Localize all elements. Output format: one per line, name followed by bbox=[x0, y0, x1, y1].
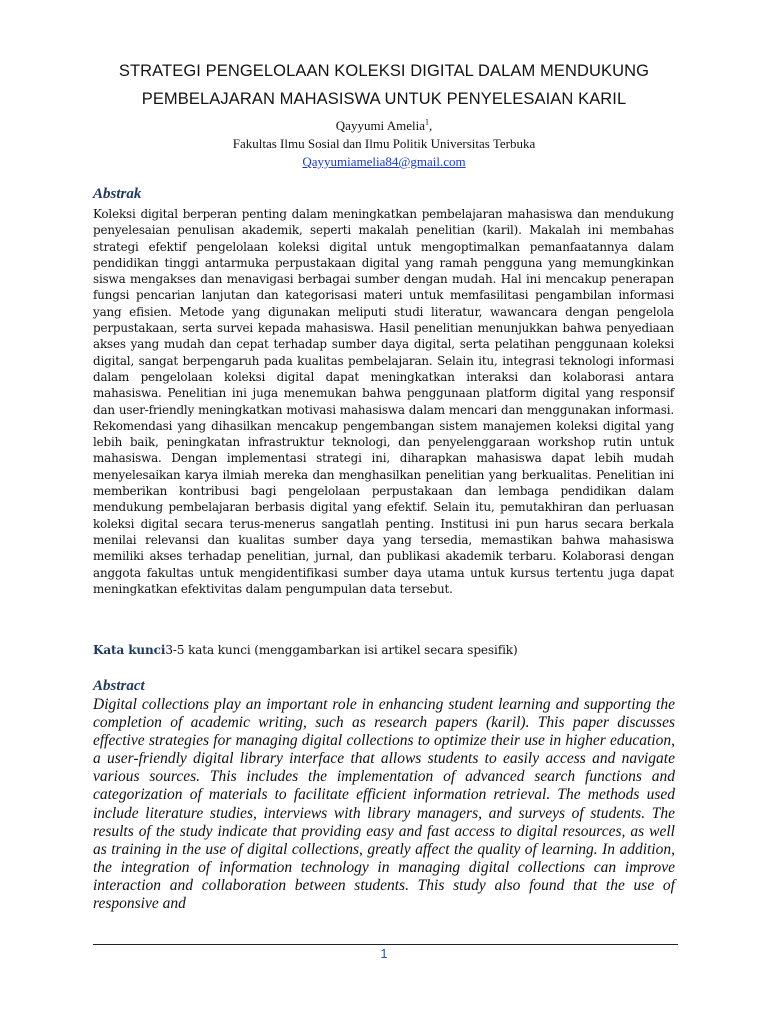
keywords-label: Kata kunci bbox=[93, 643, 166, 657]
author-affiliation: Fakultas Ilmu Sosial dan Ilmu Politik Universitas Terbuka bbox=[232, 136, 536, 151]
author-block bbox=[84, 117, 684, 171]
title-line-1: STRATEGI PENGELOLAAN KOLEKSI DIGITAL DALAM MENDUKUNG bbox=[118, 62, 650, 80]
author-email-link[interactable]: Qayyumiamelia84@gmail.com bbox=[302, 154, 466, 169]
paper-title bbox=[60, 57, 708, 113]
author-line bbox=[84, 117, 684, 135]
page-number: 1 bbox=[380, 946, 388, 961]
footer-divider bbox=[93, 944, 678, 945]
title-line-2: PEMBELAJARAN MAHASISWA UNTUK PENYELESAIAN KARIL bbox=[141, 90, 627, 108]
keywords-text: 3-5 kata kunci (menggambarkan isi artikel secara spesifik) bbox=[165, 643, 518, 657]
abstract-heading: Abstract bbox=[93, 678, 145, 694]
author-name: Qayyumi Amelia bbox=[335, 118, 425, 133]
author-superscript: 1 bbox=[424, 117, 429, 127]
abstrak-heading: Abstrak bbox=[93, 186, 142, 202]
author-suffix: , bbox=[428, 118, 433, 133]
keywords-line bbox=[93, 643, 518, 657]
abstrak-body: Koleksi digital berperan penting dalam meningkatkan pembelajaran mahasiswa dan mendukung penyelesaian penulisan akademik, seperti makalah penelitian (karil). Makalah ini membahas strategi efektif pengelolaan koleksi digital untuk mengoptimalkan pemanfaatannya dalam pendidikan tinggi antarmuka perpustakaan digital yang ramah pengguna yang memungkinkan siswa mengakses dan menavigasi berbagai sumber dengan mudah. Hal ini mencakup penerapan fungsi pencarian lanjutan dan kategorisasi materi untuk memfasilitasi pengambilan informasi yang efisien. Metode yang digunakan meliputi studi literatur, wawancara dengan pengelola perpustakaan, serta survei kepada mahasiswa. Hasil penelitian menunjukkan bahwa penyediaan akses yang mudah dan cepat terhadap sumber daya digital, serta pelatihan penggunaan koleksi digital, sangat berpengaruh pada kualitas pembelajaran. Selain itu, integrasi teknologi informasi dalam pengelolaan koleksi digital dapat meningkatkan interaksi dan kolaborasi antara mahasiswa. Penelitian ini juga menemukan bahwa penggunaan platform digital yang responsif dan user-friendly meningkatkan motivasi mahasiswa dalam mencari dan menggunakan informasi. Rekomendasi yang dihasilkan mencakup pengembangan sistem manajemen koleksi digital yang lebih baik, peningkatan infrastruktur teknologi, dan penyelenggaraan workshop rutin untuk mahasiswa. Dengan implementasi strategi ini, diharapkan mahasiswa dapat lebih mudah menyelesaikan karya ilmiah mereka dan menghasilkan penelitian yang berkualitas. Penelitian ini memberikan kontribusi bagi pengelolaan perpustakaan dan lembaga pendidikan dalam mendukung pembelajaran berbasis digital yang efektif. Selain itu, pemutakhiran dan perluasan koleksi digital secara terus-menerus sangatlah penting. Institusi ini pun harus secara berkala menilai relevansi dan kualitas sumber daya yang tersedia, memastikan bahwa mahasiswa memiliki akses terhadap penelitian, jurnal, dan publikasi akademik terbaru. Kolaborasi dengan anggota fakultas untuk mengidentifikasi sumber daya utama untuk kursus tertentu juga dapat meningkatkan efektivitas dalam pengumpulan data tersebut. bbox=[93, 207, 674, 596]
abstract-body: Digital collections play an important role in enhancing student learning and supporting the completion of academic writing, such as research papers (karil). This paper discusses effective strategies for managing digital collections to optimize their use in higher education, a user-friendly digital library interface that allows students to easily access and navigate various sources. This includes the implementation of advanced search functions and categorization of materials to facilitate efficient information retrieval. The methods used include literature studies, interviews with library managers, and surveys of students. The results of the study indicate that providing easy and fast access to digital resources, as well as training in the use of digital collections, greatly affect the quality of learning. In addition, the integration of information technology in managing digital collections can improve interaction and collaboration between students. This study also found that the use of responsive and bbox=[93, 696, 675, 913]
